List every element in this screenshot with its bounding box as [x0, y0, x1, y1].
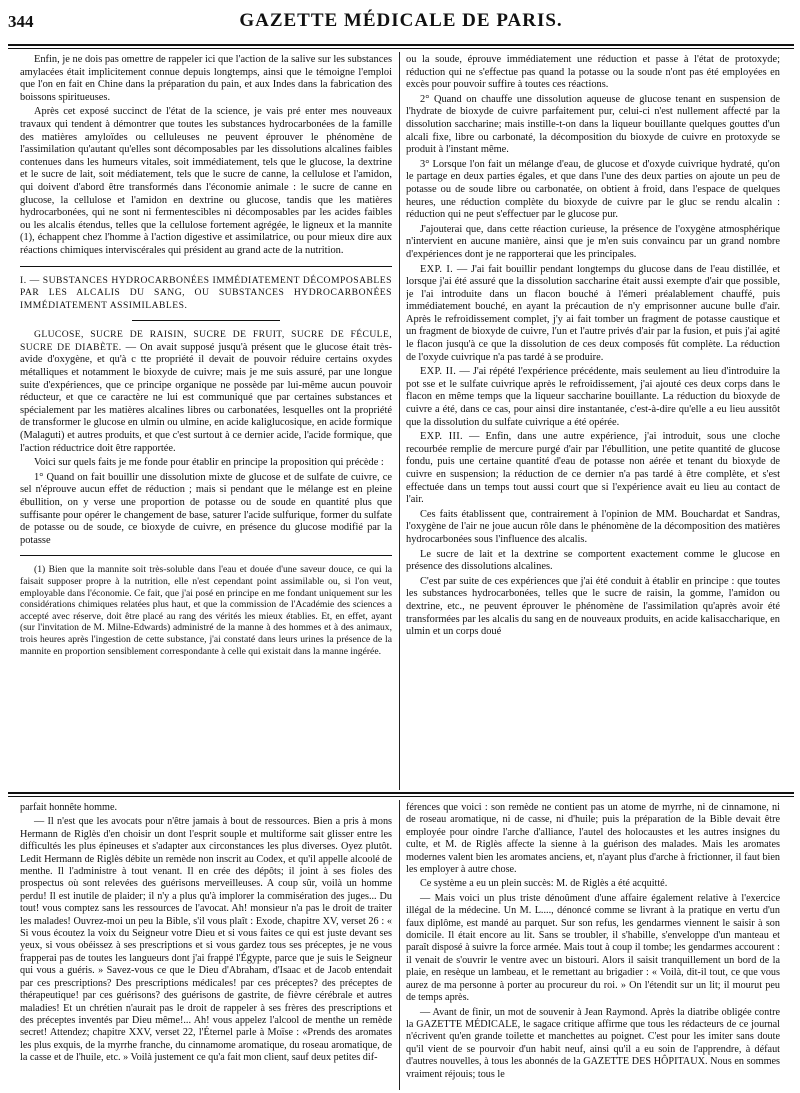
paragraph: Voici sur quels faits je me fonde pour établir en principe la proposition qui précède :	[34, 457, 384, 469]
paragraph	[406, 366, 780, 429]
paragraph: — Avant de finir, un mot de souvenir à Jean Raymond. Après la diatribe obligée contre la GAZETTE MÉDICALE, le sagace critique affirme que tous les rédacteurs de ce journal n'écrivent qu'en grande toilette et manchettes au poignet. C'est pour les imiter sans doute qu'il vient de se pourvoir d'un habit neuf, ainsi qu'il a eu soin de l'apprendre, à défaut d'autres nouvelles, à tous les abonnés de la GAZETTE DES HÔPITAUX. Nous en sommes vraiment réjouis; tous le	[406, 1006, 780, 1080]
top-left-column	[20, 54, 392, 788]
paragraph	[406, 431, 780, 507]
page-header	[8, 6, 794, 40]
page-number: 344	[8, 12, 34, 31]
paragraph: C'est par suite de ces expériences que j'ai été conduit à établir en principe : que toutes les substances hydrocarbonées, telles que le sucre de raisin, la gomme, l'amidon ou dextrine, etc., ne peuvent éprouver le phénomène de l'assimilation qu'après avoir été transformées par les alcalis du sang en de nouveaux produits, en acide kalisaccharique, en ulmin et un corps doué	[406, 575, 780, 638]
paragraph: 1° Quand on fait bouillir une dissolution mixte de glucose et de sulfate de cuivre, ce sel n'éprouve aucun effet de réduction ; mais si pendant que le mélange est en pleine ébullition, on y verse une proportion de potasse ou de soude en quantité plus que suffisante pour opérer le changement de base, saturer l'acide sulfurique, former du sulfate de potasse ou de soude, ce bioxyde de cuivre, en présence du glucose modifié par la potasse	[20, 471, 392, 546]
paragraph: — Mais voici un plus triste dénoûment d'une affaire également relative à l'exercice illégal de la médecine. Un M. L...., dénoncé comme se livrant à la pratique en vertu d'un faux diplôme, est mandé au parquet. Sur son refus, les gendarmes viennent le saisir à son domicile. Il était encore au lit. Sans se troubler, il s'habille, s'enveloppe d'un manteau et paraît disposé à suivre la force armée. Mais tout à coup il tombe; les gendarmes accourent : il venait de s'ouvrir le ventre avec un bistouri. Alors il saisit tranquillement un bord de la plaie, en resèque un lambeau, et le remettant au brigadier : « Voilà, dit-il tout, ce que vous aurez de ma personne à porter au procureur du roi. » On l'étendit sur un lit; il mourut peu de temps après.	[406, 892, 780, 1004]
header-rule-thin	[8, 48, 794, 49]
footnote: (1) Bien que la mannite soit très-soluble dans l'eau et douée d'une saveur douce, ce qui la faisait supposer propre à la nutrition, elle n'est cependant point assimilable ou, si l'on veut, employable dans l'économie. Ce fait, que j'ai posé en principe en me fondant uniquement sur les considérations chimiques relatées plus haut, et que la commission de l'Académie des sciences a accepté avec réserve, doit être placé au rang des vérités les mieux établies. Et, en effet, ayant (sur l'invitation de M. Milne-Edwards) administré de la manne à des hommes et à des animaux, trois heures après l'ingestion de cette substance, j'ai constaté dans leurs urines la présence de la mannite en proportion sensiblement correspondante à celle qui existait dans la manne ingérée.	[20, 564, 392, 657]
column-divider	[399, 800, 400, 1090]
paragraph: ou la soude, éprouve immédiatement une réduction et passe à l'état de protoxyde; réduction qui ne s'effectue pas quand la potasse ou la soude n'ont pas été employées en excès pour pouvoir suffire à toutes ces réactions.	[406, 54, 780, 91]
column-divider	[399, 52, 400, 790]
paragraph: Après cet exposé succinct de l'état de la science, je vais pré enter mes nouveaux travaux qui tendent à démontrer que toutes les substances hydrocarbonées de la famille des matières amyloïdes ou celluleuses ne peuvent éprouver le phénomène de l'assimilation qu'autant qu'elles sont décomposables par les dissolutions alcalines faibles contenues dans les humeurs vitales, soit immédiatement, tels que le glucose, la dextrine et le sucre de lait, soit médiatement, tels que le sucre de canne, la cellulose et l'amidon, qui doivent d'abord être transformés dans l'économie animale : le sucre de canne en glucose, la cellulose et l'amidon en dextrine ou glucose, tandis que les matières hydrocarbonées, qui ne sont ni fermentescibles ni décomposables par les acides faibles ou les alcalis étendus, telles que la cellulose fortement agrégée, le ligneux et la mannite (1), échappent chez l'homme à l'action digestive et assimilatrice, ou pour mieux dire aux réactions chimiques interviscérales qui président au grand acte de la nutrition.	[20, 106, 392, 256]
paragraph-body: — Enfin, dans une autre expérience, j'ai introduit, sous une cloche recourbée remplie de mercure purgé d'air par l'ébullition, une petite quantité de glucose fondu, puis une certaine quantité d'eau de potasse non aérée et tenant du bioxyde de cuivre en suspension; la réduction de ce dernier n'a pas tardé à être complète, et s'est effectuée dans un temps tout aussi court que si l'expérience avait eu lieu au contact de l'air.	[406, 431, 780, 506]
section-divider	[8, 792, 794, 794]
experiment-label: EXP. I.	[420, 263, 454, 275]
section-divider-thin	[8, 796, 794, 797]
bottom-left-column	[20, 802, 392, 1090]
section-rule	[132, 320, 281, 321]
paragraph-body: — J'ai fait bouillir pendant longtemps du glucose dans de l'eau distillée, et lorsque j'ai été assuré que la dissolution saccharine était aussi exempte d'air que possible, je l'ai introduite dans un flacon bouché à l'émeri préalablement chauffé, puis immédiatement bouché, en ayant la précaution de n'y emprisonner aucune bulle d'air. Après le refroidissement complet, j'y ai fait tomber un fragment de potasse caustique et un fragment de bioxyde de cuivre, l'un et l'autre privés d'air par la fusion, et puis j'ai agité le flacon jusqu'à ce que la dissolution de ces deux composés fût complète. La réduction de l'oxyde cuivrique n'a pas tardé à se produire.	[406, 263, 780, 363]
paragraph-body: — J'ai répété l'expérience précédente, mais seulement au lieu d'introduire la pot sse et le sulfate cuivrique après le refroidissement, j'ai ajouté ces deux corps dans le flacon en même temps que la liqueur saccharine bouillante. La réduction du bioxyde de cuivre a été, dans ce cas, pour ainsi dire instantanée, c'est-à-dire qu'elle a eu lieu aussitôt que la dissolution du sulfate cuivrique a été opérée.	[406, 366, 780, 428]
journal-title: GAZETTE MÉDICALE DE PARIS.	[239, 10, 563, 31]
section-title: I. — SUBSTANCES HYDROCARBONÉES IMMÉDIATEMENT DÉCOMPOSABLES PAR LES ALCALIS DU SANG, OU SUBSTANCES HYDROCARBONÉES IMMÉDIATEMENT ASSIMILABLES.	[20, 274, 392, 311]
paragraph: J'ajouterai que, dans cette réaction curieuse, la présence de l'oxygène atmosphérique n'intervient en aucune manière, ainsi que je m'en suis convaincu par un grand nombre d'expériences dont je ne rapporterai que les principales.	[406, 223, 780, 260]
paragraph: 2° Quand on chauffe une dissolution aqueuse de glucose tenant en suspension de l'hydrate de bioxyde de cuivre parfaitement pur, celui-ci n'est nullement affecté par la dissolution saccharine; mais instille-t-on dans la liqueur bouillante quelques gouttes d'un alcali fixe, libre ou carbonaté, la décomposition du bioxyde de cuivre en protoxyde se produit à l'instant même.	[406, 93, 780, 156]
experiment-label: EXP. II.	[420, 366, 457, 378]
paragraph	[406, 264, 780, 365]
paragraph: férences que voici : son remède ne contient pas un atome de myrrhe, ni de cinnamone, ni de roseau aromatique, ni de casse, ni d'huile; puis la préparation de la Bible devait être employée pour oindre l'arche d'alliance, l'autel des holocaustes et les autres insignes du culte, et M. de Riglès affecte la sienne à la guérison des malades. Mais les aromates modernes valent bien les aromates anciens, et, n'ayant plus d'arche à frictionner, il faut bien les employer à autre chose.	[406, 802, 780, 876]
paragraph	[20, 329, 392, 455]
top-right-column	[406, 54, 780, 788]
paragraph: — Il n'est que les avocats pour n'être jamais à bout de ressources. Bien a pris à mons Hermann de Riglès d'en choisir un dont l'esprit souple et multiforme sait glisser entre les difficultés les plus épineuses et s'adapter aux circonstances les plus diverses. Oyez plutôt. Ledit Hermann de Riglès débite un remède non inscrit au Codex, et qu'il appelle alcoolé de menthe. Il l'administre à tout venant. Il en crée des dépôts; il joint à ses fioles des prospectus où sont relevées des guérisons merveilleuses. A coup sûr, voilà un homme perdu! Il est inutile de plaider; il n'y a plus qu'à implorer la commisération des juges... Du tout! vous comptez sans les ressources de l'avocat. Ah! monsieur n'a pas le droit de traiter les malades! Ouvrez-moi un peu la Bible, s'il vous plaît : Exode, chapitre XV, verset 26 : « Si vous écoutez la voix du Seigneur votre Dieu et si vous faites ce qui est juste devant ses yeux, si vous obéissez à ses prescriptions et si vous gardez tous ses préceptes, je ne vous frapperai pas de toutes les langueurs dont j'ai frappé l'Égypte, parce que je suis le Seigneur qui vous a guéris. » Savez-vous ce que le Dieu d'Abraham, d'Isaac et de Jacob entendait par ces prescriptions? Des prescriptions médicales! par ces préceptes? des préceptes de thérapeutique! par ces guérisons? des guérisons de gastrite, de fièvre cérébrale et autres maladies! Et un chrétien n'aurait pas le droit de rappeler à ses frères des prescriptions et des préceptes inventés par Dieu même!... Ah! vous appelez l'alcool de menthe un remède secret! Attendez; chapitre XXV, verset 22, l'Éternel parle à Moïse : «Prends des aromates les plus exquis, de la myrrhe franche, du cinnamome aromatique, du roseau aromatique, de la casse et de l'huile, etc. » Voilà justement ce qu'a fait mon client, sauf deux petites dif-	[20, 816, 392, 1064]
paragraph: 3° Lorsque l'on fait un mélange d'eau, de glucose et d'oxyde cuivrique hydraté, qu'on le partage en deux parties égales, et que dans l'une des deux parties on ajoute un peu de potasse ou de soude libre ou carbonatée, on obtient à froid, dans l'espace de quelques heures, une réduction complète du bioxyde de cuivre par le gluc se rendu alcalin : réduction qui ne peut s'effectuer par le glucose pur.	[406, 158, 780, 221]
paragraph-body: — On avait supposé jusqu'à présent que le glucose était très-avide d'oxygène, et qu'à c tte propriété il devait de pouvoir réduire certains oxydes métalliques et notamment le bioxyde de cuivre; mais je me suis assuré, par une longue suite d'expériences, que ce principe organique ne possède par lui-même aucun pouvoir réducteur, et que ce caractère ne lui est communiqué que par certaines substances et spécialement par les matières alcalines libres ou carbonatées, lesquelles ont la propriété de transformer le glucose en ulmin ou ulmine, en acide kaliglucosique, en acide formique (Malaguti) et autres produits, et que c'est surtout à ce dernier acide, l'acide formique, que l'action réductrice doit être rapportée.	[20, 341, 392, 454]
header-rule	[8, 44, 794, 46]
paragraph: Ce système a eu un plein succès: M. de Riglès a été acquitté.	[420, 878, 668, 890]
experiment-label: EXP. III.	[420, 431, 463, 443]
paragraph: Le sucre de lait et la dextrine se comportent exactement comme le glucose en présence des dissolutions alcalines.	[406, 548, 780, 573]
paragraph: parfait honnête homme.	[20, 802, 118, 813]
footnote-rule	[20, 555, 392, 556]
section-rule	[20, 266, 392, 267]
paragraph: Enfin, je ne dois pas omettre de rappeler ici que l'action de la salive sur les substances amylacées était implicitement connue depuis longtemps, ainsi que le témoigne l'emploi que l'on en fait en Chine dans la préparation du pain, et aux Indes dans la fabrication des boissons spiritueuses.	[20, 54, 392, 103]
subheading: GLUCOSE, SUCRE DE RAISIN, SUCRE DE FRUIT, SUCRE DE FÉCULE, SUCRE DE DIABÈTE.	[20, 329, 392, 353]
paragraph: Ces faits établissent que, contrairement à l'opinion de MM. Bouchardat et Sandras, l'oxygène de l'air ne joue aucun rôle dans le phénomène de la décomposition des matières hydrocarbonées sous l'influence des alcalis.	[406, 508, 780, 545]
bottom-right-column	[406, 802, 780, 1090]
